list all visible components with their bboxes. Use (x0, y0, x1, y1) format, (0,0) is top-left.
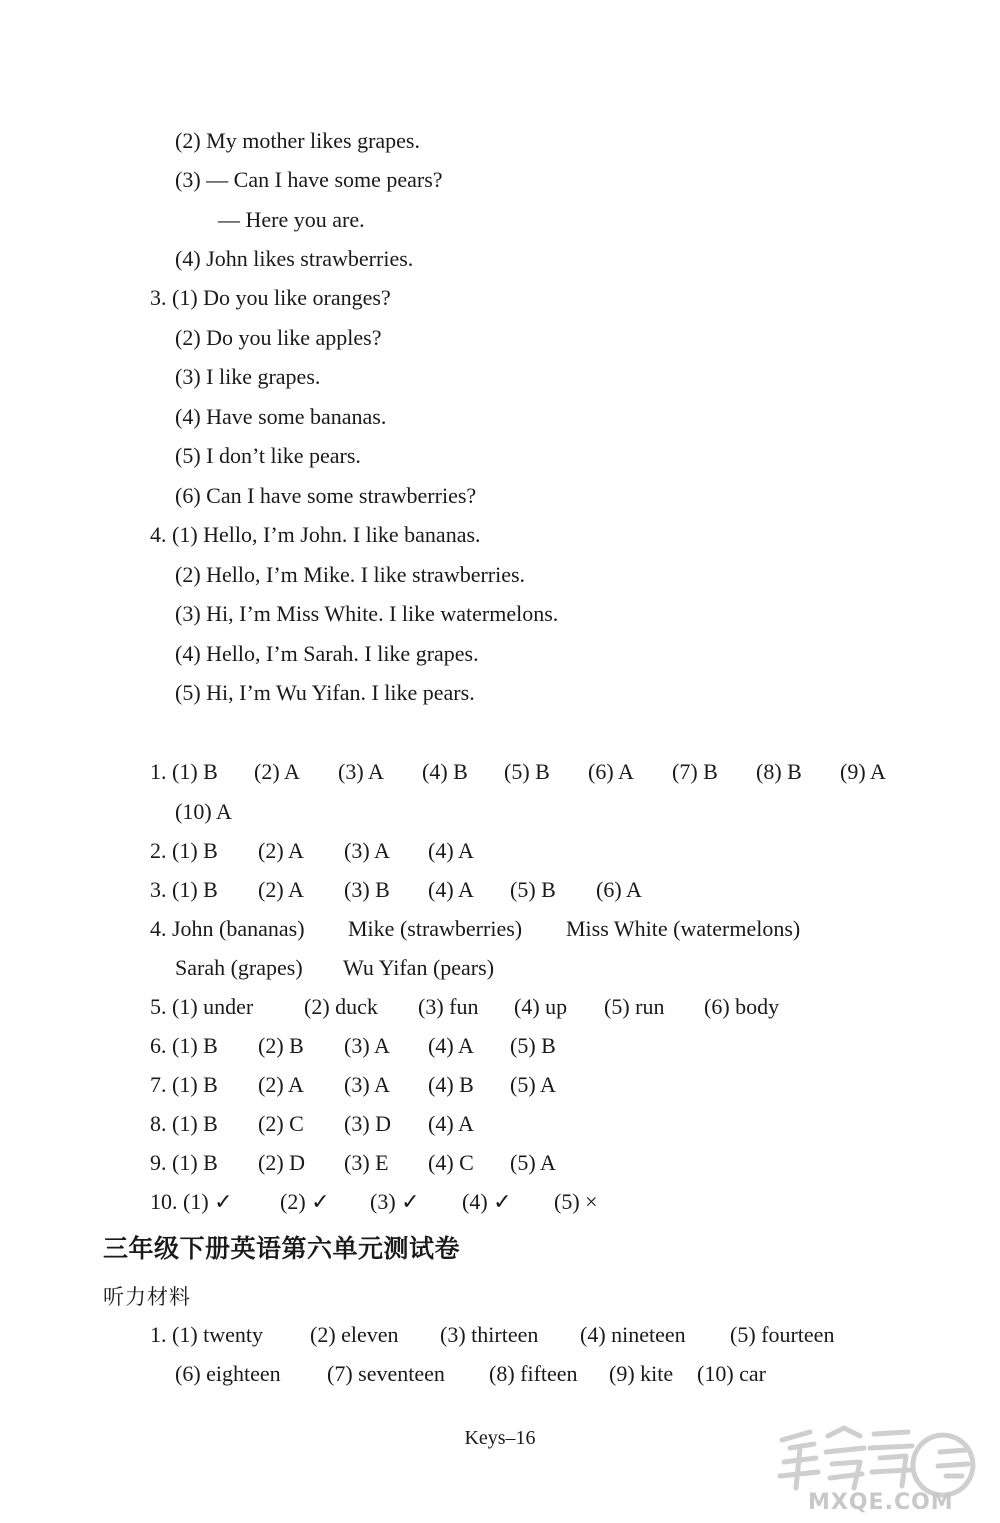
text-line: (2) Do you like apples? (175, 325, 382, 350)
answer-item: (6) eighteen (175, 1361, 281, 1386)
answer-item: (3) B (344, 877, 390, 902)
answer-item: 1. (1) twenty (150, 1322, 264, 1347)
answer-item: 4. John (bananas) (150, 916, 305, 941)
answer-item: (9) kite (609, 1361, 674, 1386)
answer-line-2 (150, 836, 474, 866)
answer-item: (3) thirteen (440, 1322, 539, 1347)
answer-item: (2) duck (304, 994, 378, 1019)
answer-item: (3) A (344, 838, 390, 863)
answer-item: (2) D (258, 1150, 306, 1175)
answer-item: (8) B (756, 759, 802, 784)
answer-item: 5. (1) under (150, 994, 254, 1019)
text-line: (3) I like grapes. (175, 364, 321, 389)
answer-item: (4) C (428, 1150, 474, 1175)
answer-item: (5) run (604, 994, 665, 1019)
text-line: (3) Hi, I’m Miss White. I like watermelons. (175, 601, 559, 626)
answer-item: (9) A (840, 759, 886, 784)
answer-item: 6. (1) B (150, 1033, 218, 1058)
answer-item: (3) A (338, 759, 384, 784)
answer-item: 2. (1) B (150, 838, 218, 863)
answer-item: 7. (1) B (150, 1072, 218, 1097)
answer-item: 9. (1) B (150, 1150, 218, 1175)
text-line: (6) Can I have some strawberries? (175, 483, 477, 508)
answer-item: Sarah (grapes) (175, 955, 303, 980)
answer-item: Wu Yifan (pears) (343, 955, 495, 980)
text-line: (5) Hi, I’m Wu Yifan. I like pears. (175, 680, 475, 705)
text-line: (2) Hello, I’m Mike. I like strawberries. (175, 562, 526, 587)
answer-item: (8) fifteen (489, 1361, 578, 1386)
answer-item: 10. (1) ✓ (150, 1189, 233, 1214)
answer-item: (6) body (704, 994, 780, 1019)
answer-item: 3. (1) B (150, 877, 218, 902)
answer-item: (3) fun (418, 994, 479, 1019)
answer-line-4b (175, 953, 494, 983)
answer-item: (3) A (344, 1072, 390, 1097)
answer-item: (4) up (514, 994, 568, 1019)
answer-item: (2) C (258, 1111, 304, 1136)
answer-item: (4) A (428, 1111, 474, 1136)
answer-item: (5) fourteen (730, 1322, 835, 1347)
section-subtitle: 听力材料 (103, 1285, 191, 1309)
text-line: (4) Hello, I’m Sarah. I like grapes. (175, 641, 479, 666)
answer-item: (6) A (596, 877, 642, 902)
answer-item: (2) A (258, 877, 304, 902)
answer-item: Mike (strawberries) (348, 916, 523, 941)
answer-line-1 (150, 757, 886, 787)
answer-item: (5) B (510, 877, 556, 902)
answer-item: (10) car (697, 1361, 767, 1386)
text-line: (4) Have some bananas. (175, 404, 387, 429)
answer-item: (2) A (258, 1072, 304, 1097)
answer-line-7 (150, 1070, 556, 1100)
answer-line-4 (150, 914, 800, 944)
text-line: (2) My mother likes grapes. (175, 128, 420, 153)
answer-item: (7) B (672, 759, 718, 784)
watermark-site-text: MXQE.COM (808, 1490, 954, 1515)
answer-item: (7) seventeen (327, 1361, 445, 1386)
answer-item: (4) A (428, 877, 474, 902)
text-line: 3. (1) Do you like oranges? (150, 285, 391, 310)
answer-line-10 (150, 1187, 598, 1217)
answer-item: (2) ✓ (280, 1189, 330, 1214)
answer-item: (5) A (510, 1150, 556, 1175)
answer-item: (3) ✓ (370, 1189, 420, 1214)
answer-item: (4) B (422, 759, 468, 784)
answer-item: (2) A (258, 838, 304, 863)
answer-item: (5) B (504, 759, 550, 784)
answer-item: (5) × (554, 1189, 598, 1214)
answer-item: 1. (1) B (150, 759, 218, 784)
text-line: (3) — Can I have some pears? (175, 167, 443, 192)
answer-item: (4) B (428, 1072, 474, 1097)
listening-line-1 (150, 1320, 834, 1350)
answer-line-5 (150, 992, 779, 1022)
answer-item: (4) A (428, 838, 474, 863)
text-line: 4. (1) Hello, I’m John. I like bananas. (150, 522, 481, 547)
answer-item: (5) B (510, 1033, 556, 1058)
answer-item: Miss White (watermelons) (566, 916, 801, 941)
answer-item: (3) A (344, 1033, 390, 1058)
answer-item: (2) eleven (310, 1322, 399, 1347)
answer-item: (4) ✓ (462, 1189, 512, 1214)
text-line: — Here you are. (218, 207, 365, 232)
answer-line-9 (150, 1148, 556, 1178)
text-line: (5) I don’t like pears. (175, 443, 361, 468)
listening-line-2 (175, 1359, 766, 1389)
answer-line-6 (150, 1031, 556, 1061)
answer-item: 8. (1) B (150, 1111, 218, 1136)
answer-item: (4) nineteen (580, 1322, 686, 1347)
answer-item: (3) E (344, 1150, 389, 1175)
answer-item: (2) B (258, 1033, 304, 1058)
answer-line-8 (150, 1109, 474, 1139)
answer-item: (5) A (510, 1072, 556, 1097)
answer-item: (4) A (428, 1033, 474, 1058)
answer-item: (3) D (344, 1111, 392, 1136)
section-title: 三年级下册英语第六单元测试卷 (103, 1234, 461, 1263)
answer-item: (10) A (175, 799, 232, 824)
answer-line-3 (150, 875, 642, 905)
answer-item: (6) A (588, 759, 634, 784)
answer-item: (2) A (254, 759, 300, 784)
page-number: Keys–16 (464, 1427, 536, 1449)
text-line: (4) John likes strawberries. (175, 246, 414, 271)
